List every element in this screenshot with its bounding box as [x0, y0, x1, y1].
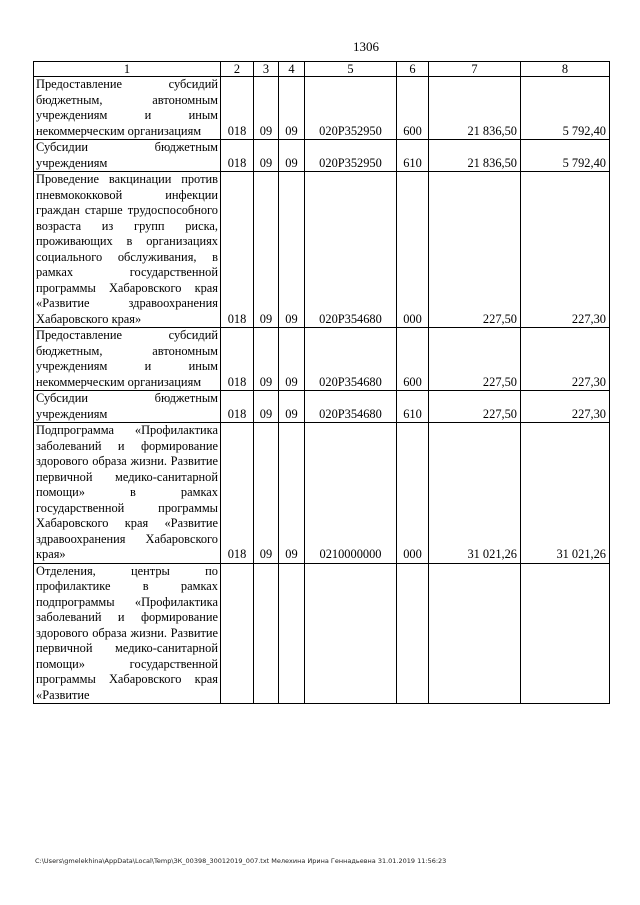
row-target-article: 020P352950: [305, 140, 397, 172]
page-number: 1306: [353, 39, 379, 54]
table-row: [34, 423, 610, 564]
row-subsection: 09: [279, 172, 305, 328]
row-amount-2: 5 792,40: [521, 140, 610, 172]
header-col-8: 8: [521, 62, 610, 77]
table-row: [34, 172, 610, 328]
row-amount-2: 227,30: [521, 172, 610, 328]
row-target-article: 020P354680: [305, 172, 397, 328]
row-name: Субсидии бюджетным учреждениям: [34, 391, 221, 423]
row-section: 09: [254, 328, 279, 391]
table-row: [34, 391, 610, 423]
row-section: 09: [254, 391, 279, 423]
row-amount-1: 227,50: [429, 328, 521, 391]
row-expense-type: [397, 563, 429, 704]
row-amount-1: 31 021,26: [429, 423, 521, 564]
row-amount-2: 31 021,26: [521, 423, 610, 564]
header-row: [34, 62, 610, 77]
row-subsection: [279, 563, 305, 704]
row-ministry-code: 018: [221, 77, 254, 140]
file-path-footer: C:\Users\gmelekhina\AppData\Local\Temp\ЗК_00398_30012019_007.txt Мелехина Ирина Геннадьевна 31.01.2019 11:56:23: [35, 857, 447, 865]
row-expense-type: 610: [397, 140, 429, 172]
row-target-article: 020P354680: [305, 328, 397, 391]
row-ministry-code: [221, 563, 254, 704]
header-col-6: 6: [397, 62, 429, 77]
header-col-2: 2: [221, 62, 254, 77]
row-name: Отделения, центры по профилактике в рамках подпрограммы «Профилактика заболеваний и формирование здорового образа жизни. Развитие первичной медико-санитарной помощи» государственной программы Хабаровского края «Развитие: [34, 563, 221, 704]
row-name: Предоставление субсидий бюджетным, автономным учреждениям и иным некоммерческим организациям: [34, 77, 221, 140]
row-section: 09: [254, 140, 279, 172]
row-section: 09: [254, 423, 279, 564]
table-row: [34, 77, 610, 140]
header-col-1: 1: [34, 62, 221, 77]
row-subsection: 09: [279, 77, 305, 140]
row-amount-1: 227,50: [429, 172, 521, 328]
row-name: Субсидии бюджетным учреждениям: [34, 140, 221, 172]
row-name: Подпрограмма «Профилактика заболеваний и формирование здорового образа жизни. Развитие первичной медико-санитарной помощи» в рамках государственной программы Хабаровского края «Развитие здравоохранения Хабаровского края»: [34, 423, 221, 564]
header-col-5: 5: [305, 62, 397, 77]
row-subsection: 09: [279, 328, 305, 391]
row-ministry-code: 018: [221, 423, 254, 564]
row-amount-2: 5 792,40: [521, 77, 610, 140]
header-col-4: 4: [279, 62, 305, 77]
row-subsection: 09: [279, 140, 305, 172]
row-target-article: 0210000000: [305, 423, 397, 564]
row-section: 09: [254, 77, 279, 140]
row-ministry-code: 018: [221, 328, 254, 391]
table-row: [34, 140, 610, 172]
row-target-article: 020P354680: [305, 391, 397, 423]
row-name: Предоставление субсидий бюджетным, автономным учреждениям и иным некоммерческим организациям: [34, 328, 221, 391]
budget-table: [33, 61, 610, 704]
row-subsection: 09: [279, 391, 305, 423]
table-row: [34, 563, 610, 704]
row-expense-type: 600: [397, 77, 429, 140]
row-amount-1: [429, 563, 521, 704]
row-expense-type: 000: [397, 172, 429, 328]
row-amount-2: 227,30: [521, 391, 610, 423]
row-amount-1: 21 836,50: [429, 77, 521, 140]
row-target-article: [305, 563, 397, 704]
row-expense-type: 610: [397, 391, 429, 423]
row-amount-2: [521, 563, 610, 704]
row-section: 09: [254, 172, 279, 328]
row-section: [254, 563, 279, 704]
row-target-article: 020P352950: [305, 77, 397, 140]
row-amount-2: 227,30: [521, 328, 610, 391]
row-ministry-code: 018: [221, 140, 254, 172]
header-col-7: 7: [429, 62, 521, 77]
row-ministry-code: 018: [221, 172, 254, 328]
row-amount-1: 21 836,50: [429, 140, 521, 172]
row-expense-type: 600: [397, 328, 429, 391]
row-amount-1: 227,50: [429, 391, 521, 423]
table-row: [34, 328, 610, 391]
row-ministry-code: 018: [221, 391, 254, 423]
header-col-3: 3: [254, 62, 279, 77]
row-subsection: 09: [279, 423, 305, 564]
row-name: Проведение вакцинации против пневмококковой инфекции граждан старше трудоспособного возраста из групп риска, проживающих в организациях социального обслуживания, в рамках государственной программы Хабаровского края «Развитие здравоохранения Хабаровского края»: [34, 172, 221, 328]
row-expense-type: 000: [397, 423, 429, 564]
